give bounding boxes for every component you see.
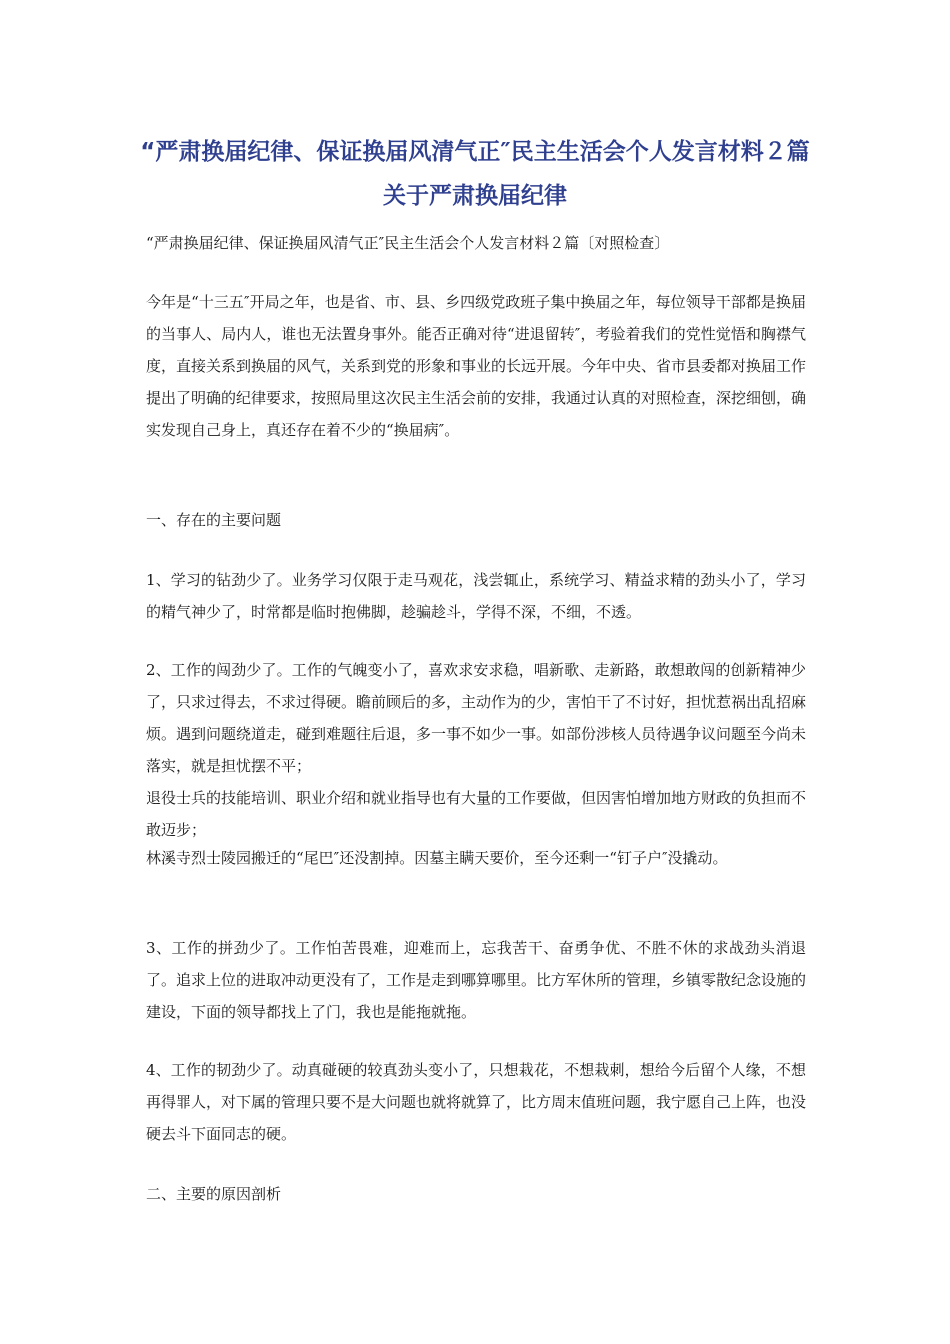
problem-item-2: 2、工作的闯劲少了。工作的气魄变小了，喜欢求安求稳，唱新歌、走新路，敢想敢闯的创新精神少了，只求过得去，不求过得硬。瞻前顾后的多，主动作为的少，害怕干了不讨好，担忧惹祸出乱招麻烦。遇到问题绕道走，碰到难题往后退，多一事不如少一事。如部份涉核人员待遇争议问题至今尚未落实，就是担忧摆不平； (146, 661, 807, 775)
section-heading-causes: 二、主要的原因剖析 (146, 1185, 282, 1203)
document-subtitle: “严肃换届纪律、保证换届风清气正″民主生活会个人发言材料２篇〔对照检查〕 (146, 234, 670, 252)
problem-item-2-continued-a: 退役士兵的技能培训、职业介绍和就业指导也有大量的工作要做，但因害怕增加地方财政的负担而不敢迈步； (146, 789, 807, 839)
problem-item-1: 1、学习的钻劲少了。业务学习仅限于走马观花，浅尝辄止，系统学习、精益求精的劲头小了，学习的精气神少了，时常都是临时抱佛脚，趁骗趁斗，学得不深，不细，不透。 (146, 571, 806, 621)
problem-item-3: 3、工作的拼劲少了。工作怕苦畏难，迎难而上，忘我苦干、奋勇争优、不胜不休的求战劲头消退了。追求上位的进取冲动更没有了，工作是走到哪算哪里。比方军休所的管理，乡镇零散纪念设施的建设，下面的领导都找上了门，我也是能拖就拖。 (146, 939, 807, 1021)
problem-item-4: 4、工作的韧劲少了。动真碰硬的较真劲头变小了，只想栽花，不想栽刺，想给今后留个人缘，不想再得罪人，对下属的管理只要不是大问题也就将就算了，比方周末值班问题，我宁愿自己上阵，也没硬去斗下面同志的硬。 (146, 1061, 807, 1143)
document-title: “严肃换届纪律、保证换届风清气正″民主生活会个人发言材料２篇 关于严肃换届纪律 (140, 139, 810, 209)
problem-item-2-continued-b: 林溪寺烈士陵园搬迁的“尾巴″还没割掉。因墓主瞒天要价，至今还剩一“钉子户″没撬动。 (146, 849, 728, 867)
section-heading-problems: 一、存在的主要问题 (146, 511, 282, 529)
intro-paragraph: 今年是“十三五″开局之年，也是省、市、县、乡四级党政班子集中换届之年，每位领导干部都是换届的当事人、局内人，谁也无法置身事外。能否正确对待“进退留转″，考验着我们的党性觉悟和胸襟气度，直接关系到换届的风气，关系到党的形象和事业的长远开展。今年中央、省市县委都对换届工作提出了明确的纪律要求，按照局里这次民主生活会前的安排，我通过认真的对照检查，深挖细刨，确实发现自己身上，真还存在着不少的“换届病″。 (146, 293, 807, 439)
